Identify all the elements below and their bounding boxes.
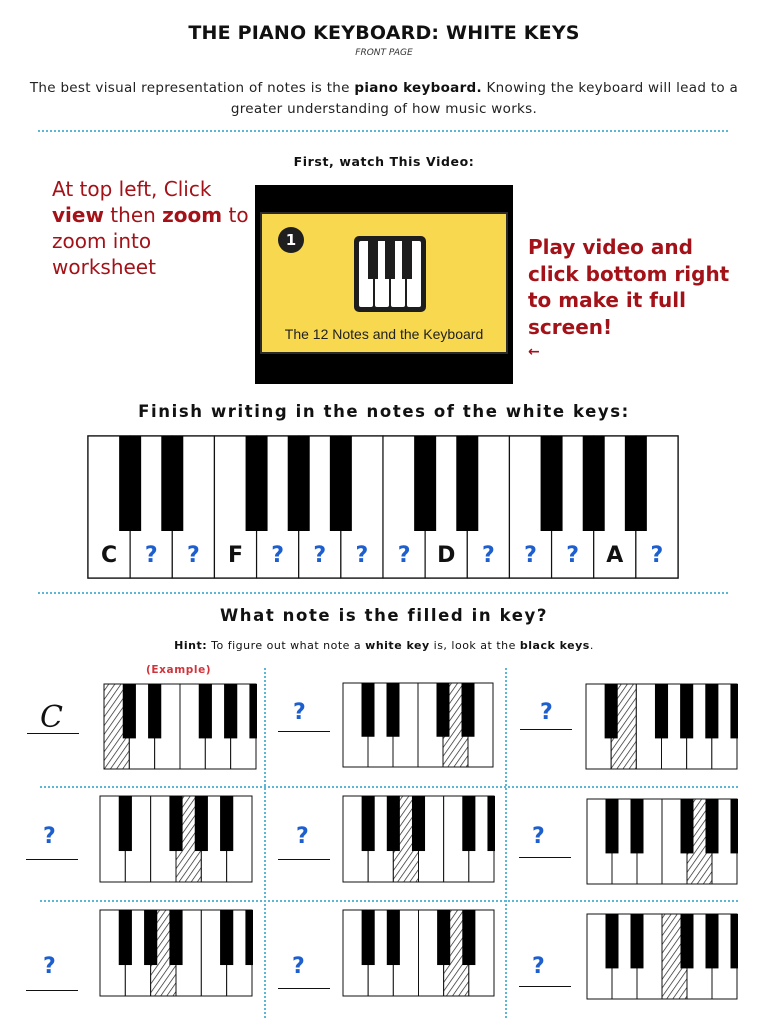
video-caption: The 12 Notes and the Keyboard — [284, 326, 484, 342]
zoom-instructions — [52, 176, 252, 280]
black-key — [387, 683, 400, 737]
answer-line — [519, 986, 571, 987]
black-key — [437, 683, 450, 737]
quiz-keyboard — [586, 913, 738, 1000]
answer-placeholder[interactable]: ? — [43, 824, 56, 849]
note-placeholder[interactable]: ? — [144, 543, 158, 568]
note-placeholder[interactable]: ? — [355, 543, 369, 568]
black-key — [249, 684, 257, 738]
video-thumbnail[interactable] — [255, 185, 513, 384]
fullscreen-instructions: Play video and click bottom right to make it full screen! — [528, 235, 730, 339]
answer-placeholder[interactable]: ? — [540, 700, 553, 725]
note-label: D — [437, 543, 456, 568]
intro-bold: piano keyboard. — [354, 80, 482, 96]
note-placeholder[interactable]: ? — [566, 543, 580, 568]
black-key — [414, 436, 436, 531]
example-label: (Example) — [146, 664, 212, 676]
zoom-text-3: to zoom into worksheet — [52, 203, 249, 279]
note-label: A — [606, 543, 624, 568]
black-key — [631, 799, 644, 853]
black-key — [119, 910, 132, 965]
quiz-keyboard — [585, 683, 738, 770]
note-placeholder[interactable]: ? — [524, 543, 537, 568]
quiz-keyboard — [103, 683, 257, 770]
grid-divider-v1 — [264, 668, 266, 1018]
black-key — [437, 910, 450, 965]
grid-divider-v2 — [505, 668, 507, 1018]
black-key — [730, 684, 738, 738]
hint-black-keys: black keys — [519, 639, 590, 652]
hint-white-key: white key — [365, 639, 430, 652]
hint-text-3: . — [589, 639, 594, 652]
note-placeholder[interactable]: ? — [186, 543, 200, 568]
black-key — [731, 799, 739, 853]
black-key — [362, 683, 375, 737]
hint-text-1: To figure out what note a — [207, 639, 366, 652]
answer-line — [27, 733, 79, 734]
black-key — [169, 910, 182, 965]
quiz-keyboard — [99, 795, 253, 883]
black-key — [583, 436, 605, 531]
black-key — [123, 684, 136, 738]
black-key — [362, 796, 375, 851]
hint-text-2: is, look at the — [429, 639, 520, 652]
answer-line — [278, 988, 330, 989]
black-key — [606, 914, 619, 968]
zoom-text-2: then — [103, 203, 163, 227]
answer-line — [26, 990, 78, 991]
black-key — [706, 914, 719, 968]
grid-divider-h2 — [40, 900, 738, 902]
zoom-text-zoom: zoom — [162, 203, 223, 227]
black-key — [330, 436, 352, 531]
page-title: THE PIANO KEYBOARD: WHITE KEYS — [188, 22, 580, 44]
white-keys-heading: Finish writing in the notes of the white keys: — [138, 402, 630, 421]
answer-placeholder[interactable]: ? — [292, 954, 305, 979]
main-keyboard — [87, 435, 679, 579]
black-key — [224, 684, 237, 738]
intro-text-1: The best visual representation of notes is the — [29, 80, 355, 96]
black-key — [655, 684, 668, 738]
divider-top — [38, 130, 728, 132]
black-key — [119, 796, 132, 851]
watch-video-heading: First, watch This Video: — [293, 154, 475, 169]
quiz-keyboard — [586, 798, 738, 885]
intro-text-2: Knowing the keyboard will lead to a greater understanding of how music works. — [230, 80, 739, 117]
black-key — [387, 910, 400, 965]
black-key — [462, 683, 475, 737]
black-key — [169, 796, 182, 851]
answer-line — [520, 729, 572, 730]
quiz-keyboard — [342, 682, 494, 768]
quiz-keyboard — [342, 909, 495, 997]
zoom-text-1: At top left, Click — [52, 177, 212, 201]
note-placeholder[interactable]: ? — [313, 543, 327, 568]
black-key — [362, 910, 375, 965]
black-key — [245, 910, 253, 965]
black-key — [456, 436, 478, 531]
black-key — [606, 799, 619, 853]
black-key — [220, 796, 233, 851]
page-subtitle: FRONT PAGE — [355, 48, 413, 58]
quiz-keyboard — [99, 909, 253, 997]
note-label: F — [227, 543, 244, 568]
black-key — [705, 684, 718, 738]
black-key — [199, 684, 212, 738]
black-key — [119, 436, 141, 531]
black-key — [681, 914, 694, 968]
black-key — [680, 684, 693, 738]
note-placeholder[interactable]: ? — [481, 543, 495, 568]
black-key — [148, 684, 161, 738]
black-key — [462, 910, 475, 965]
example-answer: C — [40, 700, 63, 735]
answer-line — [278, 731, 330, 732]
answer-placeholder[interactable]: ? — [532, 954, 545, 979]
black-key — [161, 436, 183, 531]
quiz-keyboard — [342, 795, 495, 883]
piano-keys-icon — [352, 234, 428, 314]
black-key — [288, 436, 310, 531]
divider-middle — [38, 592, 728, 594]
black-key — [246, 436, 268, 531]
hint-text — [0, 639, 768, 652]
black-key — [195, 796, 208, 851]
filled-key-heading: What note is the filled in key? — [219, 606, 549, 625]
note-placeholder[interactable]: ? — [271, 543, 285, 568]
note-placeholder[interactable]: ? — [397, 543, 411, 568]
black-key — [412, 796, 425, 851]
black-key — [220, 910, 233, 965]
black-key — [144, 910, 157, 965]
note-label: C — [100, 543, 118, 568]
black-key — [731, 914, 739, 968]
answer-placeholder[interactable]: ? — [43, 954, 56, 979]
black-key — [681, 799, 694, 853]
answer-placeholder[interactable]: ? — [296, 824, 309, 849]
answer-line — [278, 859, 330, 860]
answer-placeholder[interactable]: ? — [532, 824, 545, 849]
black-key — [625, 436, 647, 531]
note-placeholder[interactable]: ? — [650, 543, 664, 568]
black-key — [706, 799, 719, 853]
hint-label: Hint: — [174, 639, 208, 652]
black-key — [605, 684, 618, 738]
answer-placeholder[interactable]: ? — [293, 700, 306, 725]
black-key — [487, 796, 495, 851]
zoom-text-view: view — [52, 203, 104, 227]
black-key — [631, 914, 644, 968]
video-number-badge: 1 — [278, 227, 304, 253]
intro-paragraph — [20, 78, 748, 120]
left-arrow-icon: ← — [528, 344, 540, 360]
video-card — [260, 212, 508, 354]
answer-line — [26, 859, 78, 860]
grid-divider-h1 — [40, 786, 738, 788]
black-key — [541, 436, 563, 531]
answer-line — [519, 857, 571, 858]
black-key — [387, 796, 400, 851]
black-key — [462, 796, 475, 851]
